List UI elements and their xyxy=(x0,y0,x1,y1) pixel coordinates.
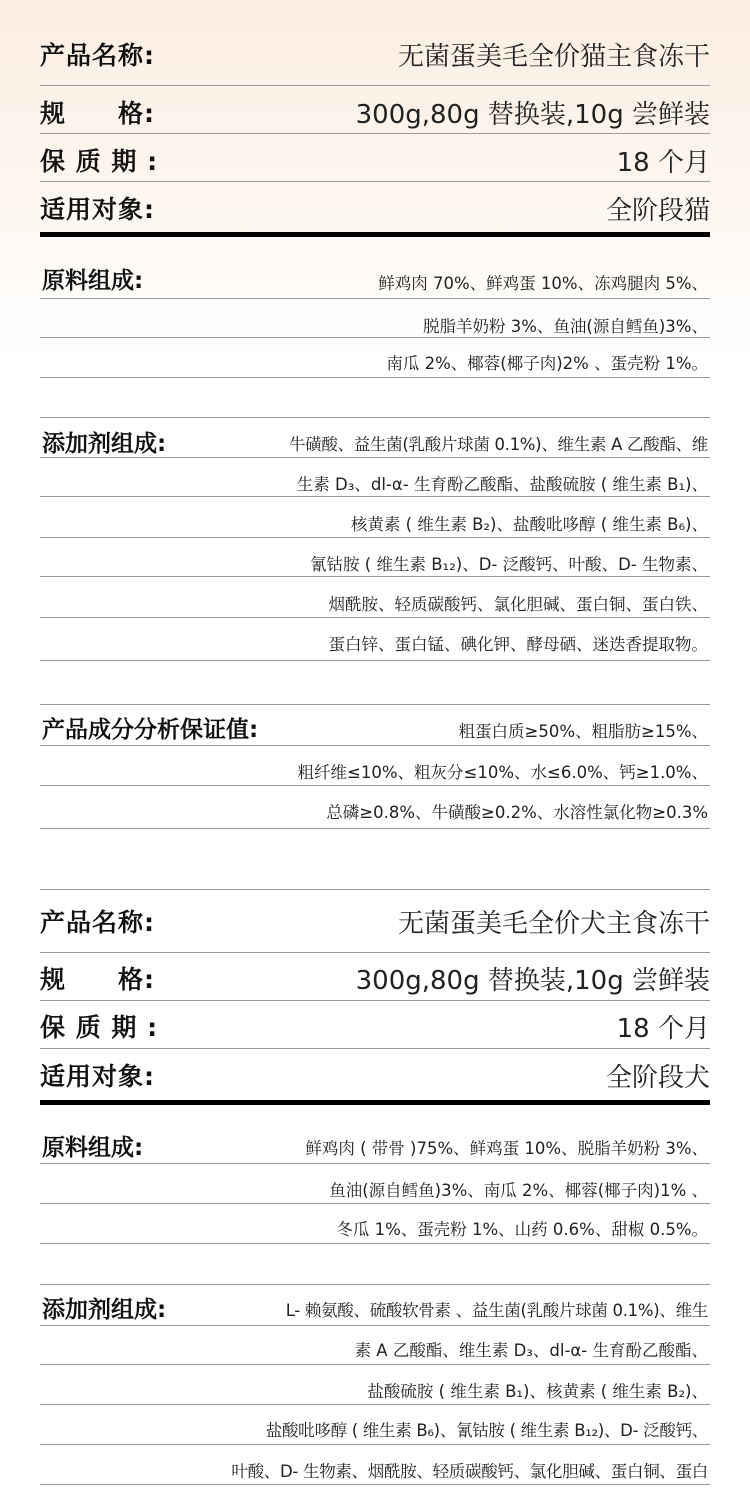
divider xyxy=(40,1444,710,1445)
cat-analysis-title: 产品成分分析保证值: xyxy=(42,717,259,743)
dog-additives-line: 素 A 乙酸酯、维生素 D₃、dl-α- 生育酚乙酸酯、 xyxy=(354,1341,708,1360)
divider xyxy=(40,617,710,618)
cat-ingredients-line: 脱脂羊奶粉 3%、鱼油(源自鳕鱼)3%、 xyxy=(423,317,708,336)
dog-name-row xyxy=(40,901,710,941)
divider xyxy=(40,1000,710,1001)
dog-name-value: 无菌蛋美毛全价犬主食冻干 xyxy=(397,908,710,939)
dog-target-value: 全阶段犬 xyxy=(605,1062,710,1093)
cat-spec-value: 300g,80g 替换装,10g 尝鲜装 xyxy=(355,99,710,130)
cat-analysis-line: 粗纤维≤10%、粗灰分≤10%、水≤6.0%、钙≥1.0%、 xyxy=(297,763,708,782)
divider xyxy=(40,181,710,182)
divider xyxy=(40,1325,710,1326)
divider xyxy=(40,337,710,338)
dog-additives-line: 盐酸吡哆醇 ( 维生素 B₆)、氰钴胺 ( 维生素 B₁₂)、D- 泛酸钙、 xyxy=(265,1421,708,1440)
dog-shelf-value: 18 个月 xyxy=(616,1013,710,1044)
divider xyxy=(40,1404,710,1405)
cat-shelf-value: 18 个月 xyxy=(616,147,710,178)
cat-target-value: 全阶段猫 xyxy=(605,195,710,226)
section-divider xyxy=(40,1100,710,1105)
cat-name-value: 无菌蛋美毛全价猫主食冻干 xyxy=(397,41,710,72)
divider xyxy=(40,828,710,829)
divider xyxy=(40,133,710,134)
dog-spec-row xyxy=(40,958,710,998)
divider xyxy=(40,704,710,705)
dog-shelf-row xyxy=(40,1006,710,1046)
divider xyxy=(40,85,710,86)
dog-name-label: 产品名称: xyxy=(40,908,155,937)
divider xyxy=(40,1203,710,1204)
cat-spec-row xyxy=(40,92,710,132)
cat-analysis-line: 粗蛋白质≥50%、粗脂肪≥15%、 xyxy=(458,722,708,741)
dog-additives-title: 添加剂组成: xyxy=(42,1297,167,1323)
dog-additives-line: 叶酸、D- 生物素、烟酰胺、轻质碳酸钙、氯化胆碱、蛋白铜、蛋白 xyxy=(231,1462,708,1481)
divider xyxy=(40,1284,710,1285)
cat-name-row xyxy=(40,34,710,74)
divider xyxy=(40,952,710,953)
divider xyxy=(40,298,710,299)
divider xyxy=(40,1048,710,1049)
dog-spec-label: 规 格: xyxy=(40,965,155,994)
divider xyxy=(40,889,710,890)
cat-target-label: 适用对象: xyxy=(40,195,155,224)
divider xyxy=(40,660,710,661)
divider xyxy=(40,1484,710,1485)
divider xyxy=(40,417,710,418)
dog-ingredients-line: 冬瓜 1%、蛋壳粉 1%、山药 0.6%、甜椒 0.5%。 xyxy=(336,1220,708,1239)
cat-ingredients-line: 南瓜 2%、椰蓉(椰子肉)2% 、蛋壳粉 1%。 xyxy=(386,354,708,373)
cat-ingredients-title: 原料组成: xyxy=(42,268,144,294)
cat-additives-line: 蛋白锌、蛋白锰、碘化钾、酵母硒、迷迭香提取物。 xyxy=(328,635,708,654)
dog-shelf-label: 保 质 期 : xyxy=(40,1013,159,1042)
section-divider xyxy=(40,232,710,237)
cat-ingredients-line: 鲜鸡肉 70%、鲜鸡蛋 10%、冻鸡腿肉 5%、 xyxy=(378,274,708,293)
divider xyxy=(40,745,710,746)
dog-additives-line: L- 赖氨酸、硫酸软骨素 、益生菌(乳酸片球菌 0.1%)、维生 xyxy=(285,1301,708,1320)
dog-target-label: 适用对象: xyxy=(40,1062,155,1091)
dog-ingredients-title: 原料组成: xyxy=(42,1135,144,1161)
cat-shelf-label: 保 质 期 : xyxy=(40,147,159,176)
cat-additives-line: 生素 D₃、dl-α- 生育酚乙酸酯、盐酸硫胺 ( 维生素 B₁)、 xyxy=(296,475,708,494)
cat-shelf-row xyxy=(40,140,710,180)
divider xyxy=(40,576,710,577)
dog-ingredients-line: 鲜鸡肉 ( 带骨 )75%、鲜鸡蛋 10%、脱脂羊奶粉 3%、 xyxy=(305,1139,708,1158)
dog-additives-line: 盐酸硫胺 ( 维生素 B₁)、核黄素 ( 维生素 B₂)、 xyxy=(367,1382,708,1401)
dog-target-row xyxy=(40,1055,710,1095)
cat-additives-line: 牛磺酸、益生菌(乳酸片球菌 0.1%)、维生素 A 乙酸酯、维 xyxy=(288,435,708,454)
cat-spec-label: 规 格: xyxy=(40,99,155,128)
divider xyxy=(40,537,710,538)
cat-analysis-line: 总磷≥0.8%、牛磺酸≥0.2%、水溶性氯化物≥0.3% xyxy=(326,803,708,822)
divider xyxy=(40,496,710,497)
divider xyxy=(40,377,710,378)
divider xyxy=(40,1364,710,1365)
dog-ingredients-line: 鱼油(源自鳕鱼)3%、南瓜 2%、椰蓉(椰子肉)1% 、 xyxy=(329,1181,708,1200)
divider xyxy=(40,1163,710,1164)
cat-additives-line: 核黄素 ( 维生素 B₂)、盐酸吡哆醇 ( 维生素 B₆)、 xyxy=(350,515,708,534)
divider xyxy=(40,457,710,458)
cat-additives-title: 添加剂组成: xyxy=(42,431,167,457)
divider xyxy=(40,785,710,786)
cat-target-row xyxy=(40,188,710,228)
divider xyxy=(40,1243,710,1244)
dog-spec-value: 300g,80g 替换装,10g 尝鲜装 xyxy=(355,965,710,996)
cat-additives-line: 氰钴胺 ( 维生素 B₁₂)、D- 泛酸钙、叶酸、D- 生物素、 xyxy=(310,555,708,574)
cat-additives-line: 烟酰胺、轻质碳酸钙、氯化胆碱、蛋白铜、蛋白铁、 xyxy=(328,595,708,614)
cat-name-label: 产品名称: xyxy=(40,41,155,70)
